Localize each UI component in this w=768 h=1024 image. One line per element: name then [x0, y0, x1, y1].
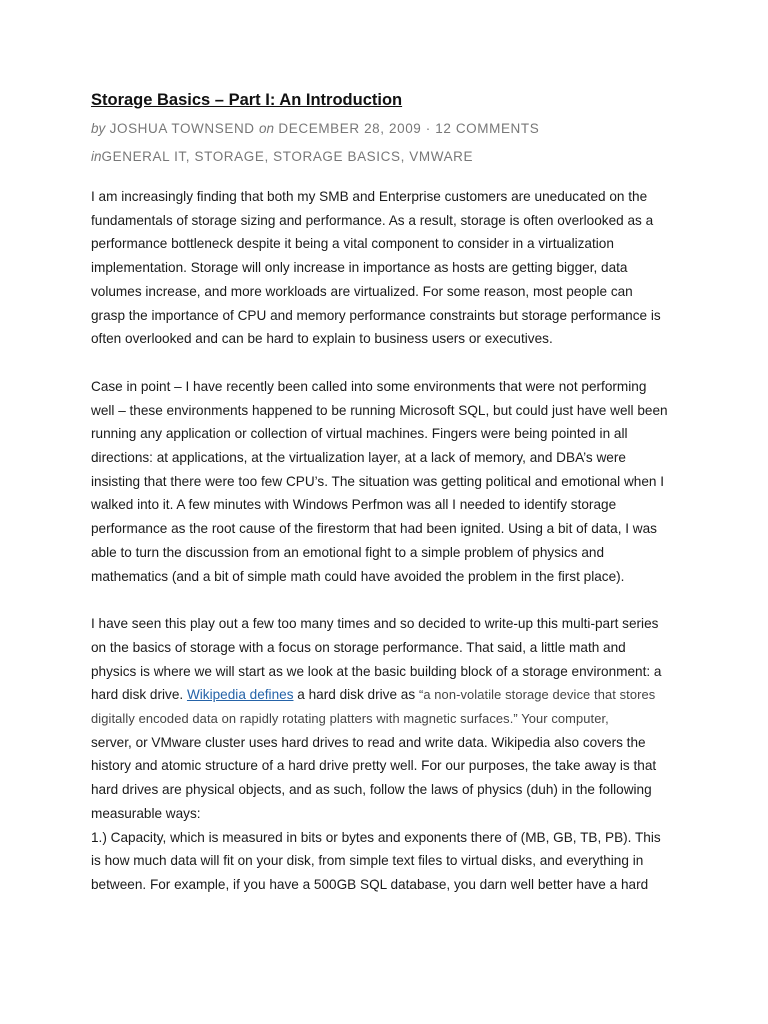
paragraph-hard-drive-after-link: a hard disk drive as	[293, 687, 419, 703]
paragraph-hard-drive-intro: I have seen this play out a few too many times and so decided to write-up this multi-part series on the basics of storage with a focus on storage performance. That said, a little math and physics is where we will start as we look at the basic building block of a storage environment: a hard disk drive.	[91, 616, 662, 703]
categories-list[interactable]: GENERAL IT, STORAGE, STORAGE BASICS, VMWARE	[101, 149, 474, 164]
article-title[interactable]: Storage Basics – Part I: An Introduction	[91, 91, 403, 109]
categories-in-prefix: in	[91, 149, 102, 164]
paragraph-case-in-point: Case in point – I have recently been called into some environments that were not performing well – these environments happened to be running Microsoft SQL, but could just have well been running any application or collection of virtual machines. Fingers were being pointed in all directions: at applications, at the virtualization layer, at a lack of memory, and DBA’s were insisting that there were too few CPU’s. The situation was getting political and emotional when I walked into it. A few minutes with Windows Perfmon was all I needed to identify storage performance as the root cause of the firestorm that had been ignited. Using a bit of data, I was able to turn the discussion from an emotional fight to a simple problem of physics and mathematics (and a bit of simple math could have avoided the problem in the first place).	[91, 378, 668, 584]
comments-link[interactable]: 12 COMMENTS	[435, 121, 540, 136]
list-item-capacity: 1.) Capacity, which is measured in bits or bytes and exponents there of (MB, GB, TB, PB). This is how much data will fit on your disk, from simple text files to virtual disks, and everything in between. For example, if you have a 500GB SQL database, you darn well better have a hard	[91, 829, 661, 892]
paragraph-hard-drive-rest: server, or VMware cluster uses hard drives to read and write data. Wikipedia also covers the history and atomic structure of a hard drive pretty well. For our purposes, the take away is that hard drives are physical objects, and as such, follow the laws of physics (duh) in the following measurable ways:	[91, 734, 657, 821]
article	[91, 88, 681, 897]
paragraph-intro: I am increasingly finding that both my SMB and Enterprise customers are uneducated on the fundamentals of storage sizing and performance. As a result, storage is often overlooked as a performance bottleneck despite it being a vital component to consider in a virtualization implementation. Storage will only increase in importance as hosts are getting bigger, data volumes increase, and more workloads are virtualized. For some reason, most people can grasp the importance of CPU and memory performance constraints but storage performance is often overlooked and can be hard to explain to business users or executives.	[91, 189, 661, 347]
wikipedia-quote: “a non-volatile storage device that stores digitally encoded data on rapidly rotating platters with magnetic surfaces.” Your computer,	[91, 687, 656, 727]
author-link[interactable]: JOSHUA TOWNSEND	[109, 121, 255, 136]
wikipedia-link[interactable]: Wikipedia defines	[186, 687, 294, 703]
byline-separator: ·	[425, 121, 431, 136]
paragraph-hard-drive	[91, 612, 681, 825]
byline-by-prefix: by	[91, 121, 106, 136]
byline-on-prefix: on	[259, 121, 275, 136]
post-date: DECEMBER 28, 2009	[278, 121, 422, 136]
categories-line	[91, 143, 681, 171]
byline	[91, 115, 681, 143]
